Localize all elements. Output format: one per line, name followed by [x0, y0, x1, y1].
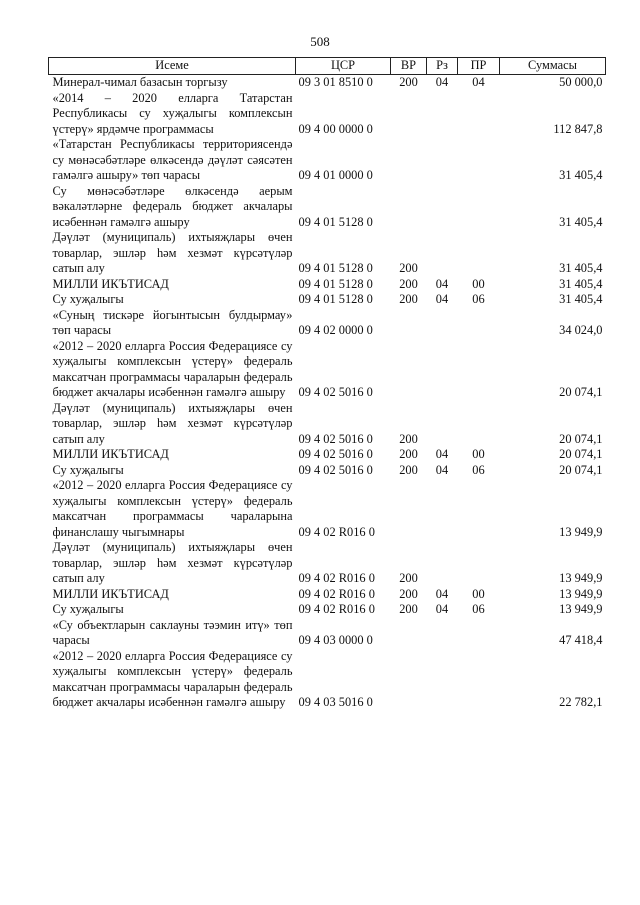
- header-csr: ЦСР: [296, 58, 391, 75]
- cell-name: МИЛЛИ ИКЪТИСАД: [52, 447, 169, 461]
- cell-rz: [427, 401, 458, 448]
- cell-csr: 09 4 01 5128 0: [298, 292, 373, 306]
- cell-name: Дәүләт (муниципаль) ихтыяҗлары өчен товарлар, эшләр һәм хезмәт күрсәтүләр сатып алу: [52, 400, 293, 446]
- header-vr: ВР: [391, 58, 427, 75]
- cell-name: «2012 – 2020 елларга Россия Федерациясе су хуҗалыгы комплексын үстерү» федераль максатчан программасы чараларын федераль бюджет акчалары исәбеннән гамәлгә ашыру: [52, 338, 293, 399]
- cell-name: Су хуҗалыгы: [52, 602, 124, 616]
- cell-pr: [458, 184, 500, 231]
- cell-csr: 09 4 01 5128 0: [298, 261, 373, 275]
- header-pr: ПР: [458, 58, 500, 75]
- cell-name: Дәүләт (муниципаль) ихтыяҗлары өчен товарлар, эшләр һәм хезмәт күрсәтүләр сатып алу: [52, 540, 293, 585]
- cell-rz: 04: [435, 292, 449, 306]
- cell-vr: 200: [399, 75, 418, 89]
- cell-vr: 200: [399, 586, 418, 601]
- cell-name: «Суның тискәре йогынтысын булдырмау» төп чарасы: [52, 307, 293, 337]
- cell-vr: [391, 137, 427, 184]
- cell-pr: [458, 618, 500, 649]
- cell-rz: [427, 540, 458, 587]
- table-row: [49, 184, 606, 231]
- cell-vr: 200: [399, 447, 418, 461]
- cell-rz: [427, 618, 458, 649]
- cell-vr: 200: [399, 462, 418, 477]
- cell-rz: [427, 478, 458, 540]
- cell-pr: [458, 91, 500, 138]
- table-row: [49, 618, 606, 649]
- cell-sum: 20 074,1: [559, 431, 603, 446]
- cell-csr: 09 4 02 0000 0: [298, 323, 373, 337]
- cell-csr: 09 4 00 0000 0: [298, 121, 373, 136]
- cell-csr: 09 4 02 R016 0: [298, 571, 375, 585]
- cell-sum: 13 949,9: [559, 586, 603, 601]
- cell-csr: 09 4 01 5128 0: [298, 276, 373, 291]
- cell-csr: 09 4 02 5016 0: [298, 431, 373, 446]
- cell-csr: 09 4 01 0000 0: [298, 168, 373, 182]
- cell-sum: 13 949,9: [559, 602, 603, 616]
- cell-vr: [391, 339, 427, 401]
- cell-rz: [427, 184, 458, 231]
- cell-csr: 09 4 03 0000 0: [298, 633, 373, 647]
- cell-sum: 20 074,1: [559, 385, 603, 399]
- cell-vr: [391, 184, 427, 231]
- cell-name: Дәүләт (муниципаль) ихтыяҗлары өчен товарлар, эшләр һәм хезмәт күрсәтүләр сатып алу: [52, 230, 293, 275]
- cell-rz: 04: [435, 447, 449, 461]
- budget-table: [48, 57, 606, 711]
- cell-pr: 06: [472, 462, 485, 477]
- cell-name: Минерал-чимал базасын торгызу: [52, 75, 228, 89]
- cell-vr: [391, 649, 427, 711]
- cell-sum: 47 418,4: [559, 633, 603, 647]
- table-row: [49, 478, 606, 540]
- cell-name: «Татарстан Республикасы территориясендә су мөнәсәбәтләре өлкәсендә дәүләт сәясәтен гамәлгә ашыру» төп чарасы: [52, 137, 293, 182]
- cell-sum: 20 074,1: [559, 447, 603, 461]
- cell-sum: 20 074,1: [559, 462, 603, 477]
- cell-csr: 09 4 01 5128 0: [298, 214, 373, 229]
- cell-vr: 200: [399, 431, 418, 446]
- cell-sum: 31 405,4: [559, 276, 603, 291]
- header-name: Исеме: [49, 58, 296, 75]
- cell-rz: 04: [435, 276, 449, 291]
- cell-name: МИЛЛИ ИКЪТИСАД: [52, 586, 169, 601]
- cell-rz: [427, 137, 458, 184]
- table-row: [49, 339, 606, 401]
- table-row: [49, 308, 606, 339]
- cell-vr: [391, 478, 427, 540]
- cell-name: «Су объектларын саклауны тәэмин итү» төп чарасы: [52, 617, 293, 647]
- cell-sum: 31 405,4: [559, 168, 603, 182]
- cell-name: МИЛЛИ ИКЪТИСАД: [52, 276, 169, 291]
- table-row: [49, 91, 606, 138]
- header-rz: Рз: [427, 58, 458, 75]
- cell-name: Су хуҗалыгы: [52, 292, 124, 306]
- cell-sum: 22 782,1: [559, 695, 603, 709]
- cell-vr: 200: [399, 602, 418, 616]
- cell-rz: 04: [435, 75, 449, 89]
- cell-vr: [391, 308, 427, 339]
- cell-vr: [391, 618, 427, 649]
- cell-pr: 06: [472, 602, 485, 616]
- table-row: [49, 230, 606, 277]
- cell-pr: [458, 478, 500, 540]
- cell-sum: 31 405,4: [559, 261, 603, 275]
- cell-csr: 09 3 01 8510 0: [298, 75, 373, 89]
- table-row: [49, 540, 606, 587]
- cell-sum: 31 405,4: [559, 214, 603, 229]
- cell-pr: 00: [472, 586, 485, 601]
- cell-csr: 09 4 02 R016 0: [298, 524, 375, 539]
- cell-csr: 09 4 02 5016 0: [298, 462, 373, 477]
- cell-pr: [458, 540, 500, 587]
- cell-sum: 13 949,9: [559, 571, 603, 585]
- cell-rz: [427, 230, 458, 277]
- table-row: [49, 587, 606, 603]
- cell-pr: [458, 230, 500, 277]
- table-row: [49, 401, 606, 448]
- cell-name: «2012 – 2020 елларга Россия Федерациясе су хуҗалыгы комплексын үстерү» федераль максатчан программасы чараларын федераль бюджет акчалары исәбеннән гамәлгә ашыру: [52, 648, 293, 709]
- header-sum: Суммасы: [500, 58, 606, 75]
- cell-rz: [427, 339, 458, 401]
- cell-sum: 112 847,8: [553, 121, 603, 136]
- cell-rz: 04: [435, 462, 449, 477]
- table-row: [49, 602, 606, 618]
- table-row: [49, 292, 606, 308]
- cell-rz: [427, 308, 458, 339]
- cell-pr: [458, 339, 500, 401]
- cell-name: Су хуҗалыгы: [52, 462, 124, 477]
- cell-vr: 200: [399, 276, 418, 291]
- cell-pr: 00: [472, 276, 485, 291]
- cell-rz: [427, 649, 458, 711]
- cell-pr: 00: [472, 447, 485, 461]
- table-header-row: [49, 58, 606, 75]
- page-number: 508: [310, 34, 330, 49]
- cell-csr: 09 4 02 5016 0: [298, 447, 373, 461]
- table-row: [49, 463, 606, 479]
- cell-csr: 09 4 02 R016 0: [298, 586, 375, 601]
- cell-pr: 04: [472, 75, 485, 89]
- cell-vr: 200: [399, 261, 418, 275]
- cell-name: Су мөнәсәбәтләре өлкәсендә аерым вәкаләтләрне федераль бюджет акчалары исәбеннән гамәлгә ашыру: [52, 183, 293, 229]
- table-row: [49, 649, 606, 711]
- cell-sum: 50 000,0: [559, 75, 603, 89]
- cell-sum: 31 405,4: [559, 292, 603, 306]
- cell-rz: [427, 91, 458, 138]
- cell-name: «2014 – 2020 елларга Татарстан Республикасы су хуҗалыгы комплексын үстерү» ярдәмче программасы: [52, 90, 293, 136]
- cell-name: «2012 – 2020 елларга Россия Федерациясе су хуҗалыгы комплексын үстерү» федераль максатчан программасы чараларына финанслашу чыгымнары: [52, 478, 293, 539]
- cell-rz: 04: [435, 586, 449, 601]
- table-row: [49, 75, 606, 91]
- cell-vr: 200: [399, 292, 418, 306]
- cell-pr: 06: [472, 292, 485, 306]
- table-row: [49, 137, 606, 184]
- cell-csr: 09 4 02 5016 0: [298, 385, 373, 399]
- cell-sum: 34 024,0: [559, 323, 603, 337]
- table-row: [49, 277, 606, 293]
- cell-sum: 13 949,9: [559, 524, 603, 539]
- cell-csr: 09 4 02 R016 0: [298, 602, 375, 616]
- cell-pr: [458, 137, 500, 184]
- cell-pr: [458, 308, 500, 339]
- cell-vr: 200: [399, 571, 418, 585]
- cell-pr: [458, 649, 500, 711]
- cell-vr: [391, 91, 427, 138]
- cell-pr: [458, 401, 500, 448]
- table-row: [49, 447, 606, 463]
- cell-rz: 04: [435, 602, 449, 616]
- cell-csr: 09 4 03 5016 0: [298, 695, 373, 709]
